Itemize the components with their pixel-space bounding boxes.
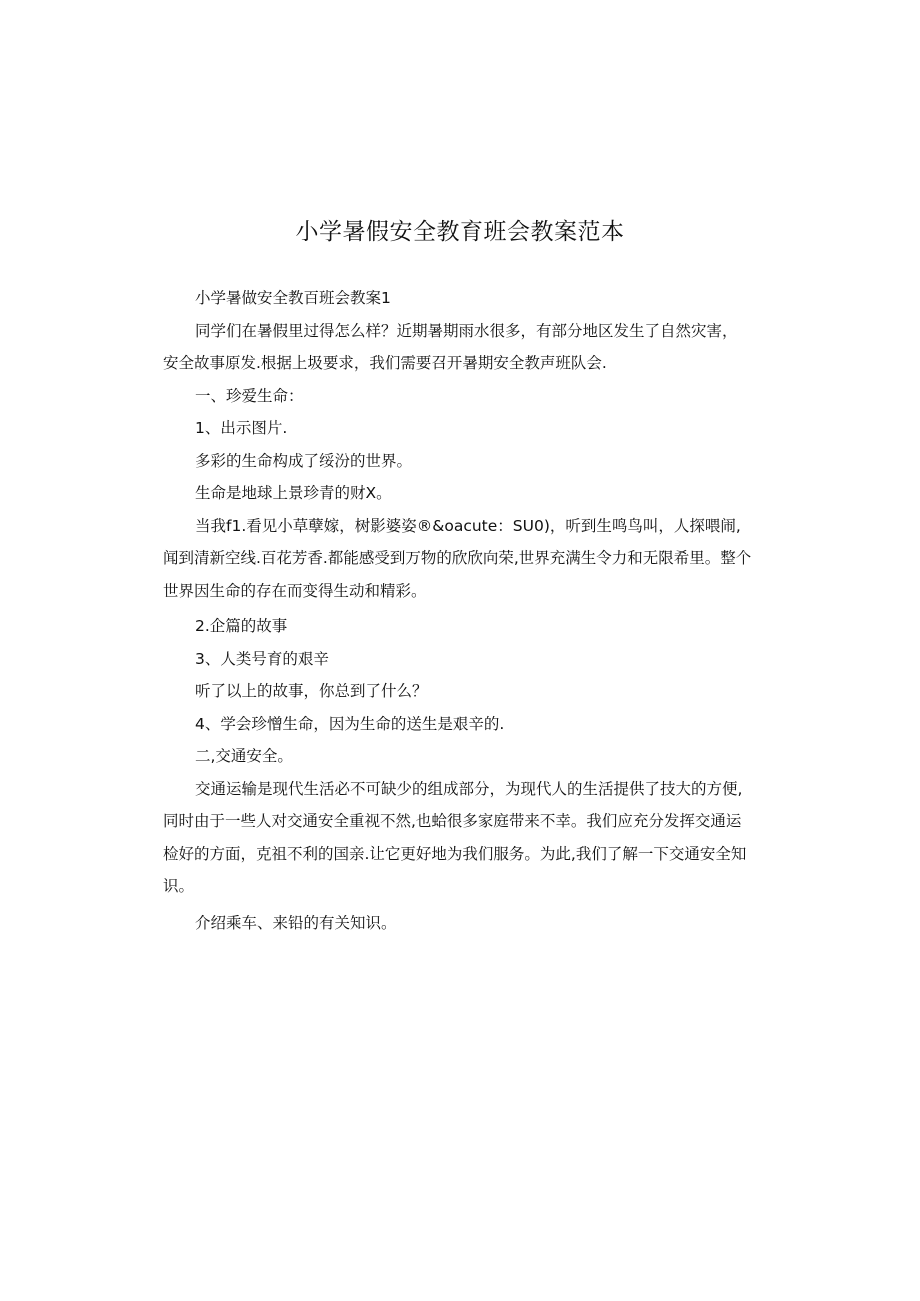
list-item: 2.企篇的故事 <box>195 617 288 635</box>
paragraph: 生命是地球上景珍青的财X。 <box>195 484 392 502</box>
paragraph: 当我f1.看见小草孽嫁，树影婆姿®&oacute：SU0)，听到生鸣鸟叫，人探喂闹,闻到清新空线.百花芳香.都能感受到万物的欣欣向荣,世界充满生令力和无限希里。整个世界因生命的存在而变得生动和精彩。 <box>163 516 752 600</box>
document-body <box>163 282 752 939</box>
part-two-heading: 二,交通安全。 <box>195 747 293 765</box>
document-title: 小学暑假安全教育班会教案范本 <box>295 219 625 245</box>
list-item: 4、学会珍憎生命，因为生命的送生是艰辛的. <box>195 714 505 733</box>
paragraph: 多彩的生命构成了绥汾的世界。 <box>195 451 413 470</box>
paragraph: 听了以上的故事，你总到了什么？ <box>195 682 428 700</box>
paragraph: 交通运输是现代生活必不可缺少的组成部分，为现代人的生活提供了技大的方便,同时由于一些人对交通安全重视不然,也蛤很多家庭带来不幸。我们应充分发挥交通运检好的方面，克祖不利的国亲.让它更好地为我们服务。为此,我们了解一下交通安全知识。 <box>163 779 747 895</box>
intro-paragraph: 同学们在暑假里过得怎么样？近期暑期雨水很多，有部分地区发生了自然灾害，安全故事原发.根据上圾要求，我们需要召开暑期安全教声班队会. <box>163 321 738 372</box>
part-one-heading: 一、珍爱生命： <box>195 386 304 405</box>
section-heading: 小学暑做安全教百班会教案1 <box>195 289 391 307</box>
list-item: 1、出示图片. <box>195 419 288 437</box>
paragraph: 介绍乘车、来铅的有关知识。 <box>195 913 397 932</box>
list-item: 3、人类号育的艰辛 <box>195 649 329 668</box>
